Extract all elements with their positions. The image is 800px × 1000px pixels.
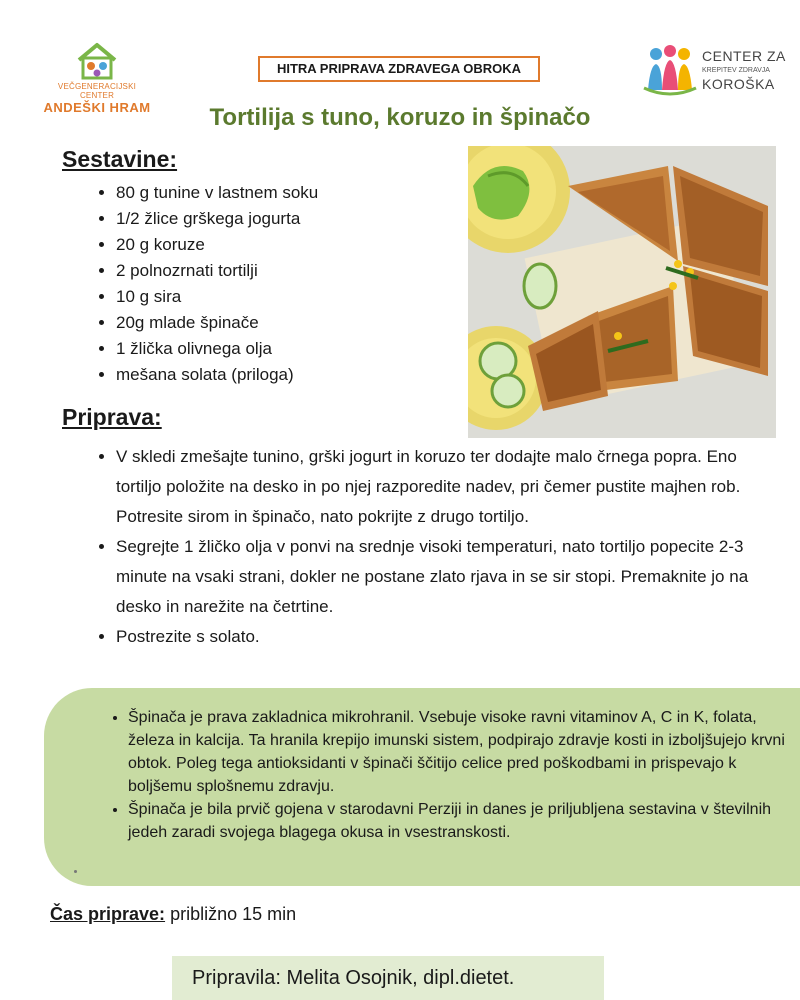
logo-left-line1: VEČGENERACIJSKI CENTER (57, 82, 137, 100)
ingredient-item: • 2 polnozrnati tortilji (116, 258, 318, 284)
author-credit: Pripravila: Melita Osojnik, dipl.dietet. (172, 956, 604, 1000)
prep-time-label: Čas priprave: (50, 904, 166, 924)
logo-right-line2: KREPITEV ZDRAVJA (702, 67, 770, 74)
ingredient-item: • 1/2 žlice grškega jogurta (116, 206, 318, 232)
ingredients-list (96, 180, 318, 388)
ingredient-item: • 20g mlade špinače (116, 310, 318, 336)
step-item: • Postrezite s solato. (116, 622, 780, 652)
quesadilla-photo (468, 146, 776, 438)
recipe-title: Tortilija s tuno, koruzo in špinačo (209, 104, 591, 131)
info-item: • Špinača je prava zakladnica mikrohranil. Vsebuje visoke ravni vitaminov A, C in K, folata, železa in kalcija. Ta hranila krepijo imunski sistem, podpirajo zdravje kosti in izboljšujejo krvni obtok. Poleg tega antioksidanti v špinači ščitijo celice pred poškodbami in prispevajo k boljšemu splošnemu zdravju. (128, 706, 800, 798)
preparation-steps (96, 442, 780, 652)
logo-left-line2: ANDEŠKI HRAM (43, 100, 151, 115)
logo-right-line1: CENTER ZA (702, 48, 786, 64)
ingredient-item: • 80 g tunine v lastnem soku (116, 180, 318, 206)
house-logo-icon (75, 42, 119, 80)
family-logo-icon (642, 40, 698, 96)
step-item: • V skledi zmešajte tunino, grški jogurt in koruzo ter dodajte malo črnega popra. Eno tortiljo položite na desko in po njej razporedite nadev, pri čemer pustite majhen rob. Potresite sirom in špinačo, nato pokrijte z drugo tortiljo. (116, 442, 780, 532)
step-item: • Segrejte 1 žličko olja v ponvi na srednje visoki temperaturi, nato tortiljo popecite 2-3 minute na vsaki strani, dokler ne postane zlato rjava in se sir stopi. Premaknite jo na desko in narežite na četrtine. (116, 532, 780, 622)
prep-time-value: približno 15 min (165, 904, 297, 924)
ingredient-item: • 10 g sira (116, 284, 318, 310)
ingredient-item: • mešana solata (priloga) (116, 362, 318, 388)
prep-time (50, 904, 296, 925)
nutrition-info-box (44, 688, 800, 886)
ingredient-item: • 1 žlička olivnega olja (116, 336, 318, 362)
quesadilla-image-icon (468, 146, 776, 438)
header-banner: HITRA PRIPRAVA ZDRAVEGA OBROKA (258, 56, 540, 82)
ingredient-item: • 20 g koruze (116, 232, 318, 258)
info-list (112, 706, 800, 844)
logo-center-za-krepitev-zdravja (642, 40, 792, 96)
info-item: • Špinača je bila prvič gojena v starodavni Perziji in danes je priljubljena sestavina v številnih jedeh zaradi svojega blagega okusa in vsestranskosti. (128, 798, 800, 844)
ingredients-heading: Sestavine: (62, 146, 178, 172)
decorative-dot (74, 870, 77, 873)
logo-right-line3: KOROŠKA (702, 76, 775, 92)
preparation-heading: Priprava: (62, 404, 162, 430)
